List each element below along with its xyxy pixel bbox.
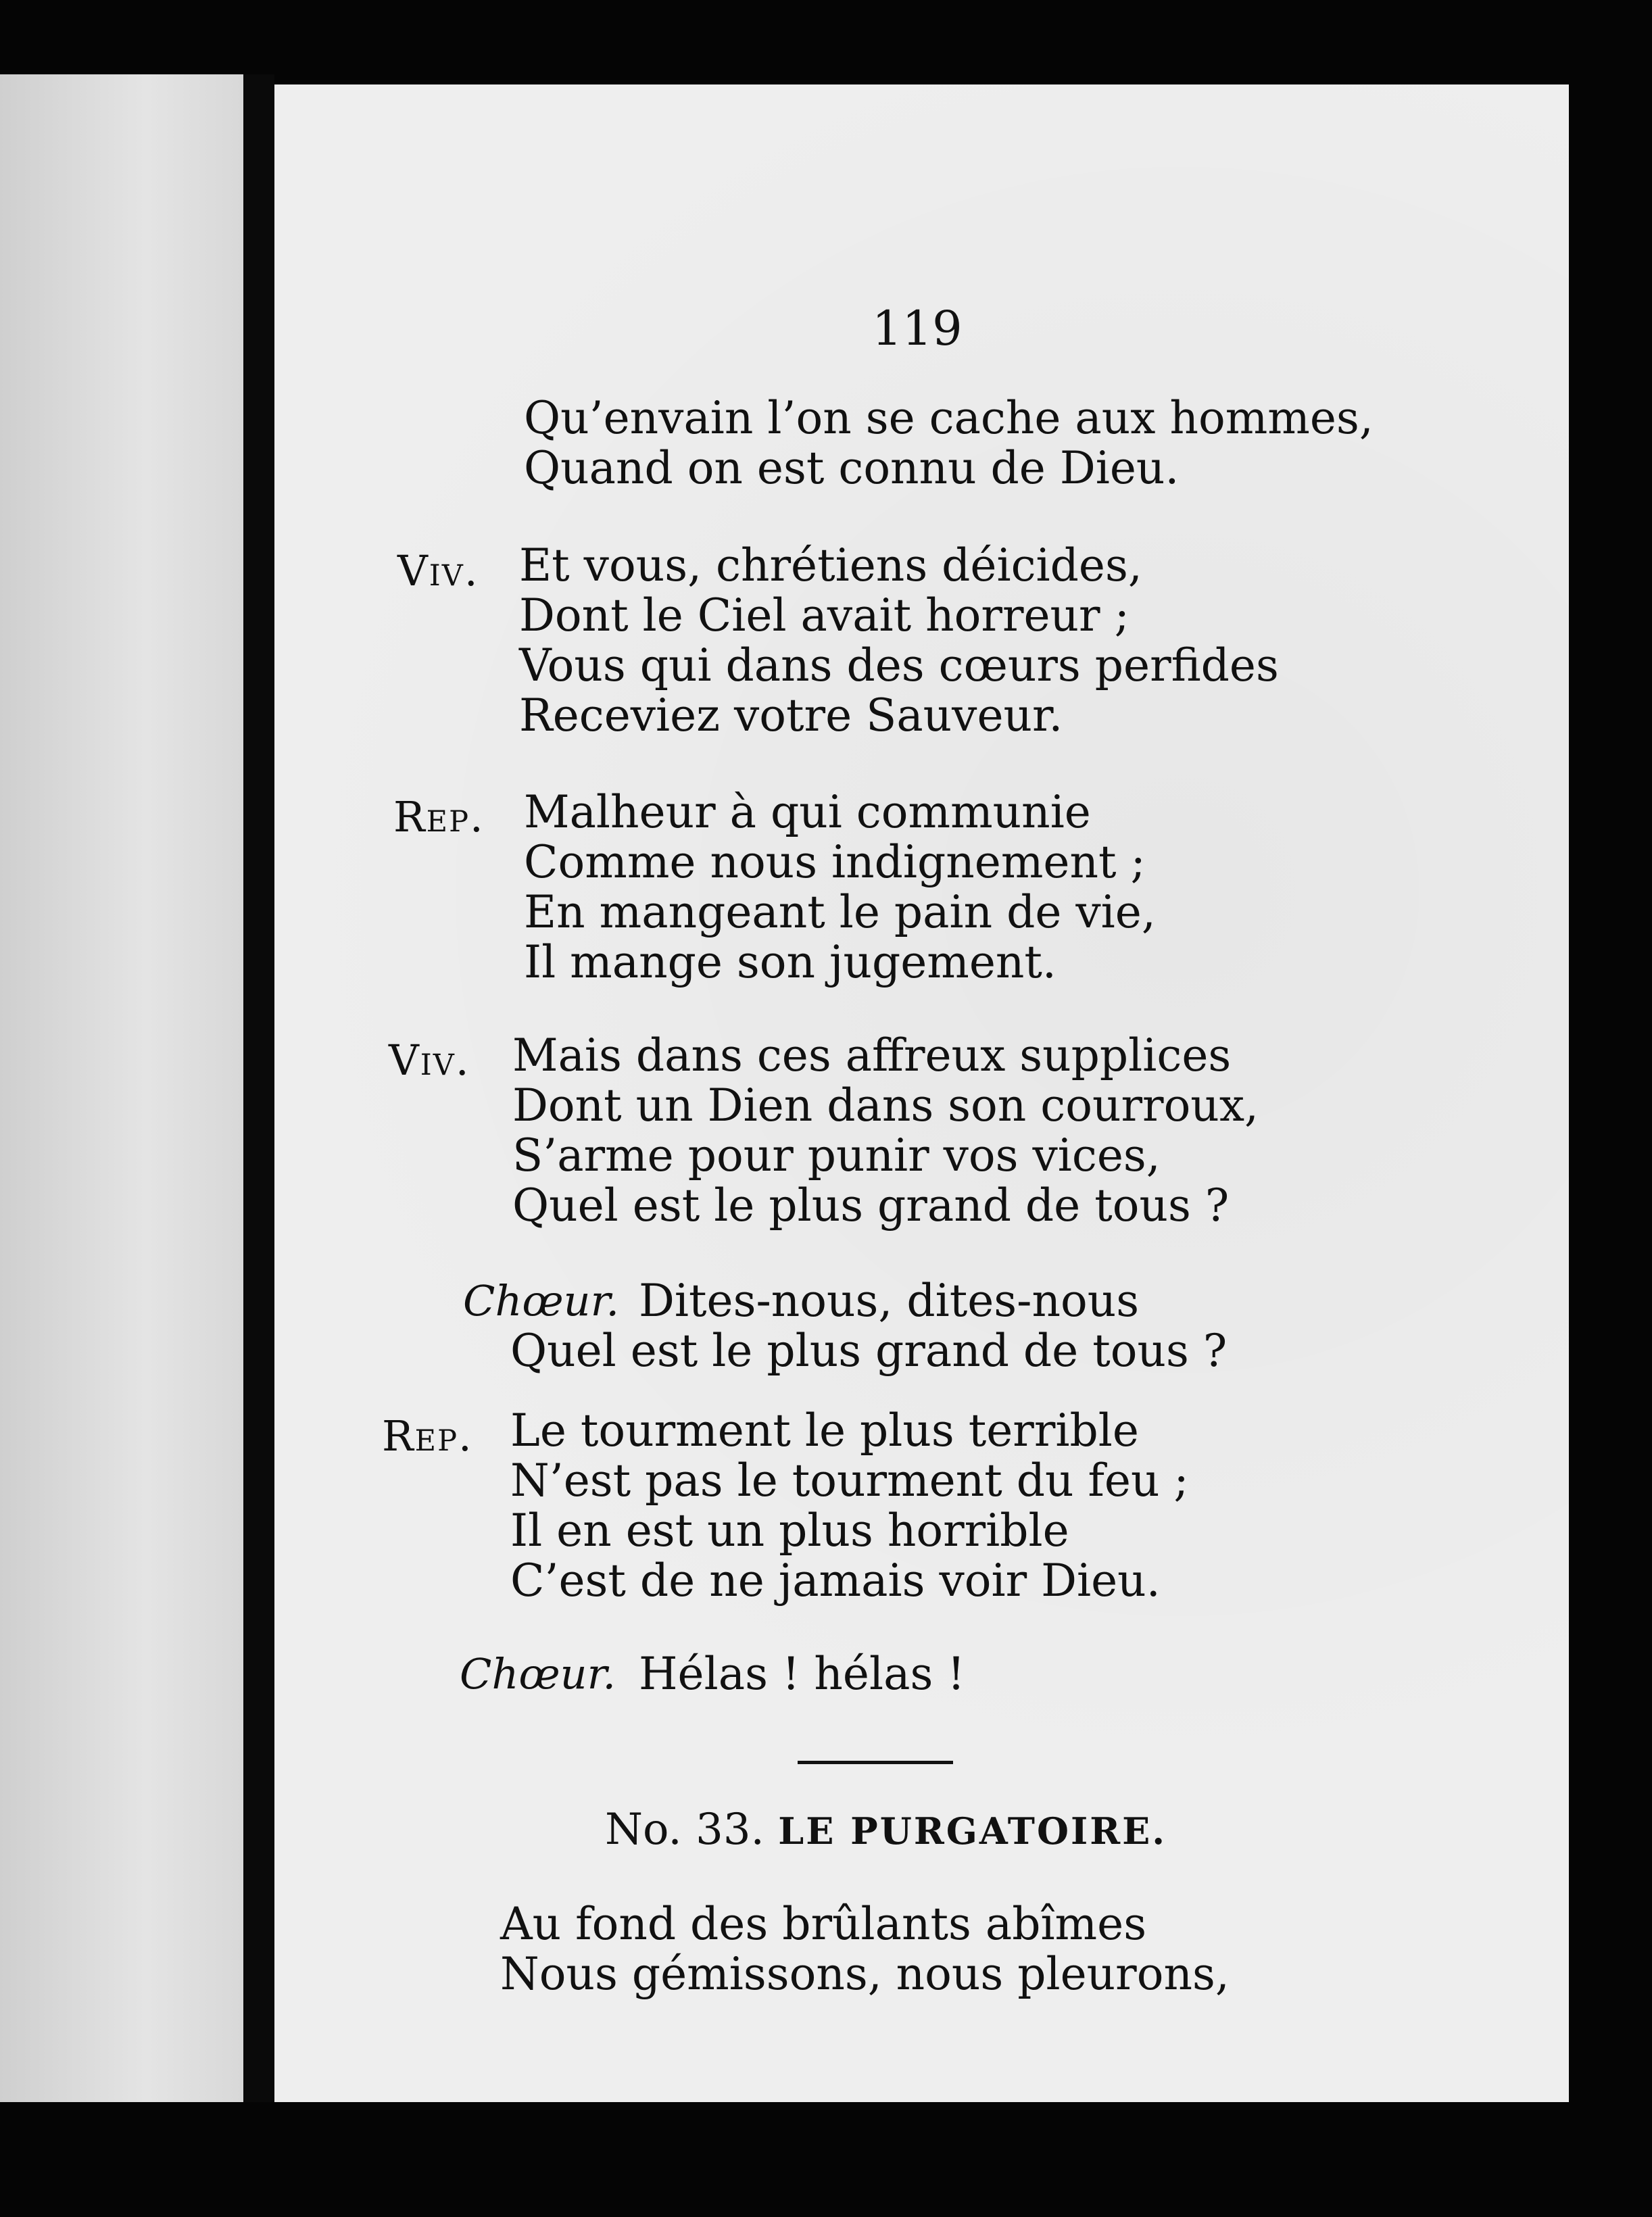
verse-line: Receviez votre Sauveur. <box>519 689 1063 741</box>
verse-line: Quel est le plus grand de tous ? <box>510 1325 1228 1377</box>
facing-page-edge <box>0 74 243 2102</box>
verse-line: Qu’envain l’on se cache aux hommes, <box>524 392 1374 444</box>
song-number: No. 33. <box>605 1805 764 1855</box>
stanza <box>512 1031 1259 1231</box>
verse-line: Dites-nous, dites-nous <box>639 1275 1140 1327</box>
verse-line: Il en est un plus horrible <box>510 1505 1069 1557</box>
verse-line: Dont un Dien dans son courroux, <box>512 1079 1259 1131</box>
verse-line: Nous gémissons, nous pleurons, <box>500 1948 1230 2000</box>
section-divider <box>798 1761 953 1764</box>
song-opening-stanza <box>500 1899 1230 1999</box>
speaker-label: Rep. <box>393 792 485 842</box>
speaker-label: Viv. <box>389 1036 470 1085</box>
verse-line: Quand on est connu de Dieu. <box>524 442 1180 494</box>
verse-line: Et vous, chrétiens déicides, <box>519 539 1142 591</box>
verse-line: Vous qui dans des cœurs perfides <box>519 639 1279 691</box>
verse-line: S’arme pour punir vos vices, <box>512 1129 1161 1181</box>
verse-line: Il mange son jugement. <box>524 936 1056 988</box>
verse-line: Hélas ! hélas ! <box>639 1648 965 1700</box>
opening-stanza <box>524 393 1374 493</box>
chorus-label: Chœur. <box>460 1649 616 1699</box>
stanza <box>510 1276 1227 1376</box>
verse-line: N’est pas le tourment du feu ; <box>510 1455 1189 1507</box>
verse-line: Au fond des brûlants abîmes <box>500 1898 1147 1950</box>
verse-line: En mangeant le pain de vie, <box>524 886 1156 938</box>
verse-line: Mais dans ces affreux supplices <box>512 1029 1232 1081</box>
verse-line: Malheur à qui communie <box>524 786 1091 838</box>
stanza <box>524 787 1156 988</box>
verse-line: Dont le Ciel avait horreur ; <box>519 589 1129 641</box>
stanza <box>639 1649 965 1699</box>
verse-line: Le tourment le plus terrible <box>510 1405 1139 1457</box>
speaker-label: Viv. <box>397 546 479 595</box>
verse-line: Comme nous indignement ; <box>524 836 1146 888</box>
page-number: 119 <box>872 301 963 356</box>
chorus-label: Chœur. <box>463 1276 620 1325</box>
verse-line: C’est de ne jamais voir Dieu. <box>510 1555 1161 1607</box>
song-heading <box>605 1805 1167 1855</box>
speaker-label: Rep. <box>382 1411 473 1461</box>
stanza <box>519 541 1279 741</box>
song-title: LE PURGATOIRE. <box>778 1809 1167 1853</box>
verse-line: Quel est le plus grand de tous ? <box>512 1179 1230 1232</box>
stanza <box>510 1406 1189 1606</box>
book-gutter <box>243 74 274 2102</box>
